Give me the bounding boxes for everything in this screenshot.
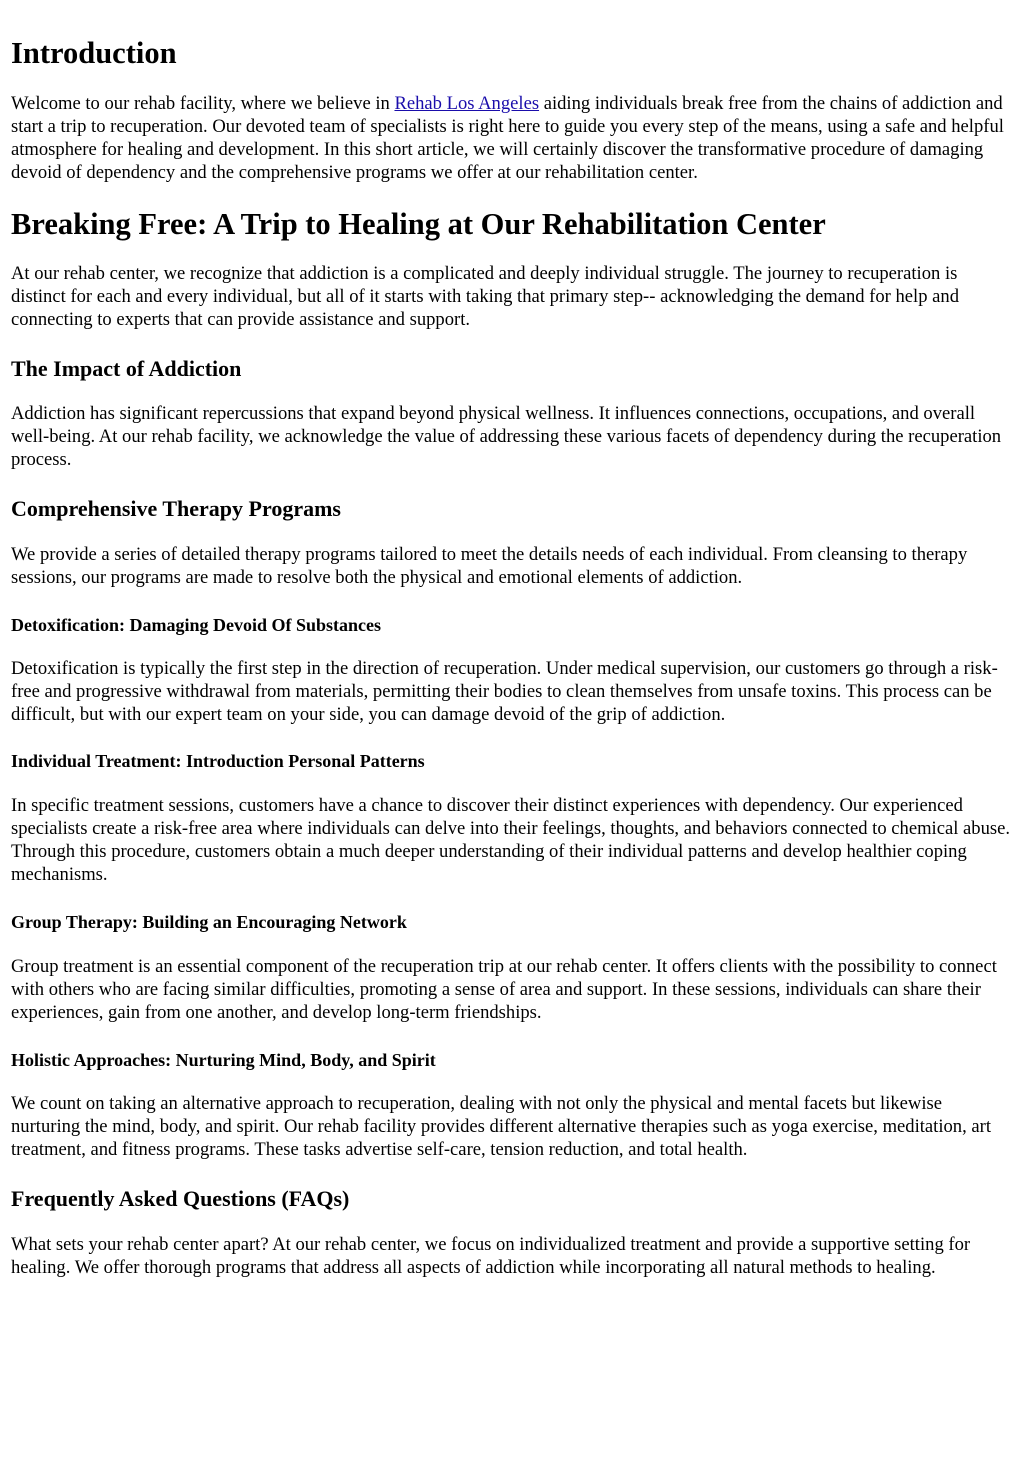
breaking-free-paragraph: At our rehab center, we recognize that addiction is a complicated and deeply individual struggle. The journey to recuperation is distinct for each and every individual, but all of it starts with taking that primary step-- acknowledging the demand for help and connecting to experts that can provide assistance and support. bbox=[11, 263, 960, 331]
introduction-heading: Introduction bbox=[11, 36, 177, 70]
breaking-free-heading: Breaking Free: A Trip to Healing at Our Rehabilitation Center bbox=[11, 207, 826, 242]
group-therapy-heading: Group Therapy: Building an Encouraging Network bbox=[11, 912, 407, 933]
detox-paragraph: Detoxification is typically the first step in the direction of recuperation. Under medical supervision, our customers go through a risk-free and progressive withdrawal from materials, permitting their bodies to clean themselves from unsafe toxins. This process can be difficult, but with our expert team on your side, you can damage devoid of the grip of addiction. bbox=[11, 658, 998, 726]
introduction-text-before-link: Welcome to our rehab facility, where we believe in bbox=[11, 93, 395, 115]
introduction-text-after-link: aiding individuals break free from the chains of addiction and start a trip to recuperation. Our devoted team of specialists is right here to guide you every step of the means, using a safe and helpful atmosphere for healing and development. In this short article, we will certainly discover the transformative procedure of damaging devoid of dependency and the comprehensive programs we offer at our rehabilitation center. bbox=[11, 93, 1004, 184]
article bbox=[0, 36, 1024, 1279]
holistic-heading: Holistic Approaches: Nurturing Mind, Body, and Spirit bbox=[11, 1049, 436, 1070]
holistic-paragraph: We count on taking an alternative approach to recuperation, dealing with not only the physical and mental facets but likewise nurturing the mind, body, and spirit. Our rehab facility provides different alternative therapies such as yoga exercise, meditation, art treatment, and fitness programs. These tasks advertise self-care, tension reduction, and total health. bbox=[11, 1093, 991, 1161]
rehab-los-angeles-link[interactable]: Rehab Los Angeles bbox=[394, 93, 540, 115]
individual-treatment-heading: Individual Treatment: Introduction Personal Patterns bbox=[11, 751, 425, 772]
impact-paragraph: Addiction has significant repercussions that expand beyond physical wellness. It influences connections, occupations, and overall well-being. At our rehab facility, we acknowledge the value of addressing these various facets of dependency during the recuperation process. bbox=[11, 403, 1002, 471]
group-therapy-paragraph: Group treatment is an essential component of the recuperation trip at our rehab center. It offers clients with the possibility to connect with others who are facing similar difficulties, promoting a sense of area and support. In these sessions, individuals can share their experiences, gain from one another, and develop long-term friendships. bbox=[11, 955, 997, 1023]
impact-heading: The Impact of Addiction bbox=[11, 356, 242, 382]
programs-heading: Comprehensive Therapy Programs bbox=[11, 496, 341, 522]
programs-paragraph: We provide a series of detailed therapy programs tailored to meet the details needs of each individual. From cleansing to therapy sessions, our programs are made to resolve both the physical and emotional elements of addiction. bbox=[11, 543, 968, 588]
introduction-paragraph bbox=[11, 92, 1013, 184]
faq-paragraph: What sets your rehab center apart? At our rehab center, we focus on individualized treatment and provide a supportive setting for healing. We offer thorough programs that address all aspects of addiction while incorporating all natural methods to healing. bbox=[11, 1233, 971, 1278]
detox-heading: Detoxification: Damaging Devoid Of Substances bbox=[11, 614, 381, 635]
faq-heading: Frequently Asked Questions (FAQs) bbox=[11, 1186, 350, 1212]
individual-treatment-paragraph: In specific treatment sessions, customers have a chance to discover their distinct experiences with dependency. Our experienced specialists create a risk-free area where individuals can delve into their feelings, thoughts, and behaviors connected to chemical abuse. Through this procedure, customers obtain a much deeper understanding of their individual patterns and develop healthier coping mechanisms. bbox=[11, 795, 1011, 886]
